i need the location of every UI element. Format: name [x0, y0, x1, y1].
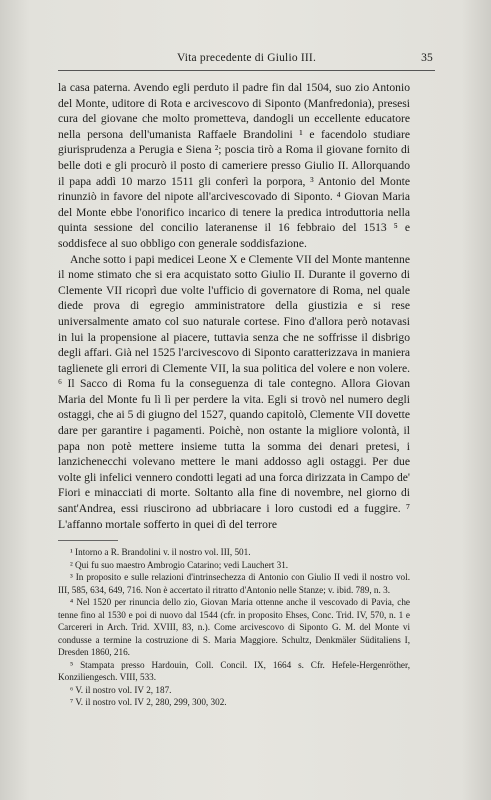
- paragraph: Anche sotto i papi medicei Leone X e Clemente VII del Monte mantenne il nome stimato che si era acquistato sotto Giulio II. Durante il governo di Clemente VII ricoprì due volte l'ufficio di governatore di Roma, nel quale diede prova di egregio amministratore della giustizia e si rese universalmente amato col suo naturale cortese. Fino d'allora però notavasi in lui la propensione al piacere, tuttavia senza che ne soffrisse il disbrigo degli affari. Già nel 1525 l'arcivescovo di Siponto caratterizzava in maniera taglienete gli errori di Clemente VII, la sua politica del volere e non volere. ⁶ Il Sacco di Roma fu la conseguenza di tale contegno. Allora Giovan Maria del Monte fu lì lì per perdere la vita. Egli si trovò nel numero degli ostaggi, che ai 5 di giugno del 1527, quando capitolò, Clemente VII dovette dare per garantire i pagamenti. Poichè, non ostante la migliore volontà, il papa non potè mettere insieme tutta la somma dei denari pretesi, i lanzichenecchi volevano mettere le mani addosso agli ostaggi. Per due volte gli infelici vennero condotti legati ad una forca dirizzata in Campo de' Fiori e minacciati di morte. Soltanto alla fine di novembre, nel giorno di sant'Andrea, essi riuscirono ad ubbriacare i loro custodi ed a fuggire. ⁷ L'affanno mortale sofferto in quei dì del terrore: [58, 252, 410, 531]
- footnote: ² Qui fu suo maestro Ambrogio Catarino; vedi Lauchert 31.: [70, 559, 289, 570]
- footnote: ³ In proposito e sulle relazioni d'intrinsechezza di Antonio con Giulio II vedi il nostro vol. III, 585, 634, 649, 716. Non è accertato il ritratto d'Antonio nelle Stanze; v. ibid. 789, n. 3.: [58, 572, 410, 595]
- main-text: [58, 80, 410, 532]
- footnotes: [58, 546, 410, 709]
- footnote: ¹ Intorno a R. Brandolini v. il nostro vol. III, 501.: [70, 547, 251, 557]
- running-title: Vita precedente di Giulio III.: [176, 52, 317, 64]
- footnote: ⁵ Stampata presso Hardouin, Coll. Concil. IX, 1664 s. Cfr. Hefele-Hergenröther, Konziliengesch. VIII, 533.: [58, 659, 410, 682]
- footnote-rule: [58, 540, 118, 541]
- header-rule: [58, 70, 435, 71]
- footnote: ⁶ V. il nostro vol. IV 2, 187.: [70, 684, 172, 695]
- page-header: [60, 52, 433, 68]
- footnote: ⁷ V. il nostro vol. IV 2, 280, 299, 300, 302.: [70, 697, 227, 707]
- page-number: 35: [421, 52, 433, 64]
- paragraph: la casa paterna. Avendo egli perduto il padre fin dal 1504, suo zio Antonio del Monte, uditore di Rota e arcivescovo di Siponto (Manfredonia), presesi cura del giovane che molto prometteva, dandogli un eccellente educatore nella persona dell'umanista Raffaele Brandolini ¹ e facendolo studiare giurisprudenza a Perugia e Siena ²; poscia tirò a Roma il giovane fornito di belle doti e gli procurò il posto di cameriere presso Giulio II. Allorquando il papa addì 10 marzo 1511 gli conferì la porpora, ³ Antonio del Monte rinunziò in favore del nipote all'arcivescovado di Siponto. ⁴ Giovan Maria del Monte ebbe l'onorifico incarico di tenere la predica introduttoria nella quinta sessione del concilio lateranense il 16 febbraio del 1513 ⁵ e soddisfece al suo obbligo con generale soddisfazione.: [58, 81, 410, 250]
- footnote: ⁴ Nel 1520 per rinuncia dello zio, Giovan Maria ottenne anche il vescovado di Pavia, che tenne fino al 1530 e poi di nuovo dal 1544 (cfr. in proposito Ehses, Conc. Trid. IV, 570, n. 1 e Carcereri in Arch. Trid. XVIII, 83, n.). Come arcivescovo di Siponto G. M. del Monte vi condusse a termine la costruzione di S. Maria Maggiore. Schultz, Denkmäler Süditaliens I, Dresden 1860, 216.: [58, 597, 410, 657]
